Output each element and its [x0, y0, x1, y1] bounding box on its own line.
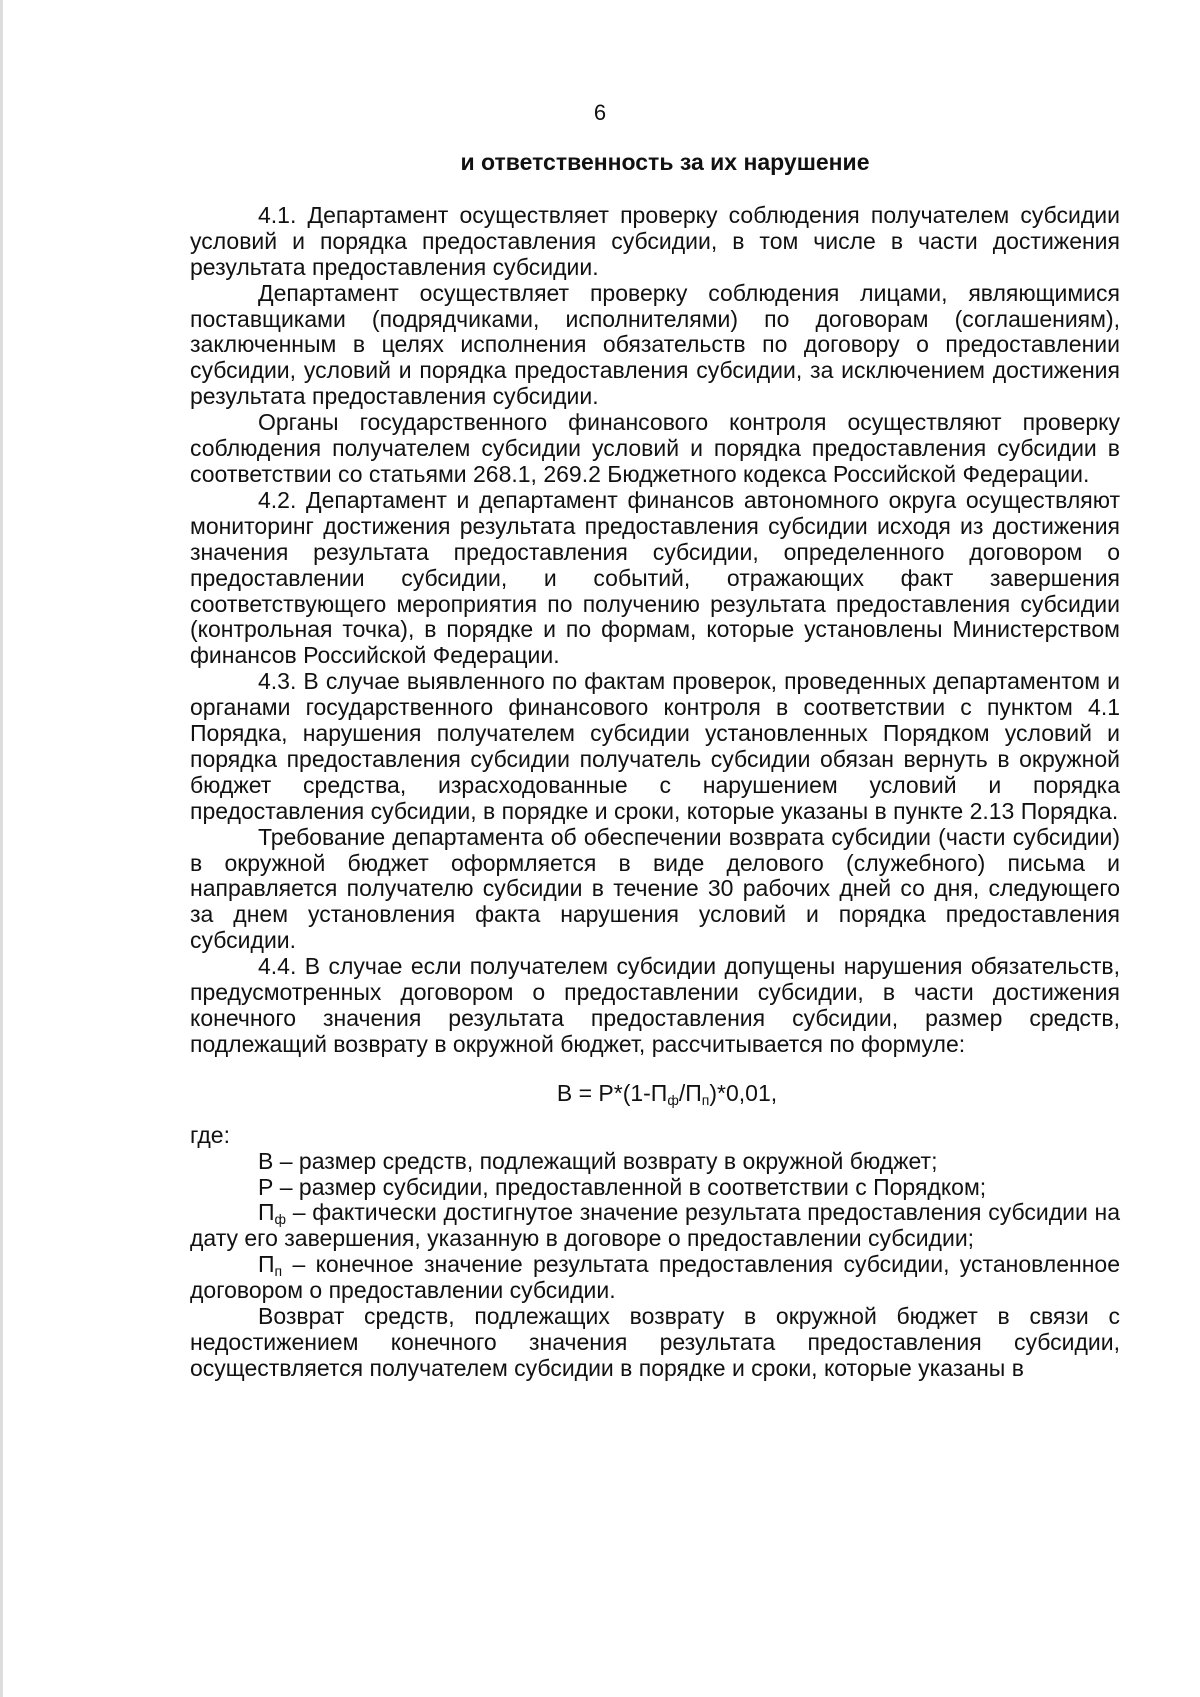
- definition-pp: [190, 1252, 1120, 1304]
- formula-suffix: )*0,01,: [709, 1079, 778, 1106]
- definition-pf: [190, 1200, 1120, 1252]
- paragraph-4-3: 4.3. В случае выявленного по фактам проверок, проведенных департаментом и органами государственного финансового контроля в соответствии с пунктом 4.1 Порядка, нарушения получателем субсидии установленных Порядком условий и порядка предоставления субсидии получатель субсидии обязан вернуть в окружной бюджет средства, израсходованные с нарушением условий и порядка предоставления субсидии, в порядке и сроки, которые указаны в пункте 2.13 Порядка.: [190, 668, 1120, 824]
- paragraph-refund-demand: Требование департамента об обеспечении возврата субсидии (части субсидии) в окружной бюджет оформляется в виде делового (служебного) письма и направляется получателю субсидии в течение 30 рабочих дней со дня, следующего за днем установления факта нарушения условий и порядка предоставления субсидии.: [190, 823, 1120, 954]
- definition-r: Р – размер субсидии, предоставленной в соответствии с Порядком;: [258, 1173, 987, 1200]
- pp-symbol: П: [258, 1251, 275, 1278]
- paragraph-supplier-check: Департамент осуществляет проверку соблюдения лицами, являющимися поставщиками (подрядчиками, исполнителями) по договорам (соглашениям), заключенным в целях исполнения обязательств по договору о предоставлении субсидии, условий и порядка предоставления субсидии, за исключением достижения результата предоставления субсидии.: [190, 279, 1120, 410]
- refund-formula: [190, 1081, 1120, 1107]
- formula-middle: /П: [678, 1079, 702, 1106]
- paragraph-4-1: 4.1. Департамент осуществляет проверку соблюдения получателем субсидии условий и порядка предоставления субсидии, в том числе в части достижения результата предоставления субсидии.: [190, 201, 1120, 280]
- document-body: [190, 150, 1120, 1382]
- formula-prefix: В = Р*(1-П: [556, 1079, 668, 1106]
- section-heading: и ответственность за их нарушение: [460, 149, 870, 175]
- definition-b: В – размер средств, подлежащий возврату в окружной бюджет;: [258, 1147, 938, 1174]
- paragraph-refund-procedure: Возврат средств, подлежащих возврату в окружной бюджет в связи с недостижением конечного значения результата предоставления субсидии, осуществляется получателем субсидии в порядке и сроки, которые указаны в: [190, 1303, 1120, 1381]
- pf-text: – фактически достигнутое значение результата предоставления субсидии на дату его завершения, указанную в договоре о предоставлении субсидии;: [190, 1199, 1120, 1252]
- paragraph-financial-control: Органы государственного финансового контроля осуществляют проверку соблюдения получателем субсидии условий и порядка предоставления субсидии в соответствии со статьями 268.1, 269.2 Бюджетного кодекса Российской Федерации.: [190, 409, 1120, 487]
- paragraph-4-2: 4.2. Департамент и департамент финансов автономного округа осуществляют мониторинг достижения результата предоставления субсидии исходя из достижения значения результата предоставления субсидии, определенного договором о предоставлении субсидии, и событий, отражающих факт завершения соответствующего мероприятия по получению результата предоставления субсидии (контрольная точка), в порядке и по формам, которые установлены Министерством финансов Российской Федерации.: [190, 486, 1120, 669]
- page-number: 6: [593, 100, 607, 125]
- scan-edge: [0, 0, 3, 1697]
- formula-sub-f: ф: [667, 1091, 679, 1108]
- formula-sub-p: п: [701, 1091, 710, 1108]
- pp-subscript: п: [274, 1263, 283, 1280]
- pf-subscript: ф: [274, 1211, 287, 1228]
- paragraph-4-4: 4.4. В случае если получателем субсидии допущены нарушения обязательств, предусмотренных договором о предоставлении субсидии, в части достижения конечного значения результата предоставления субсидии, размер средств, подлежащий возврату в окружной бюджет, рассчитывается по формуле:: [190, 953, 1120, 1057]
- pf-symbol: П: [258, 1199, 275, 1226]
- pp-text: – конечное значение результата предоставления субсидии, установленное договором о предоставлении субсидии.: [190, 1251, 1120, 1304]
- where-label: где:: [190, 1121, 230, 1148]
